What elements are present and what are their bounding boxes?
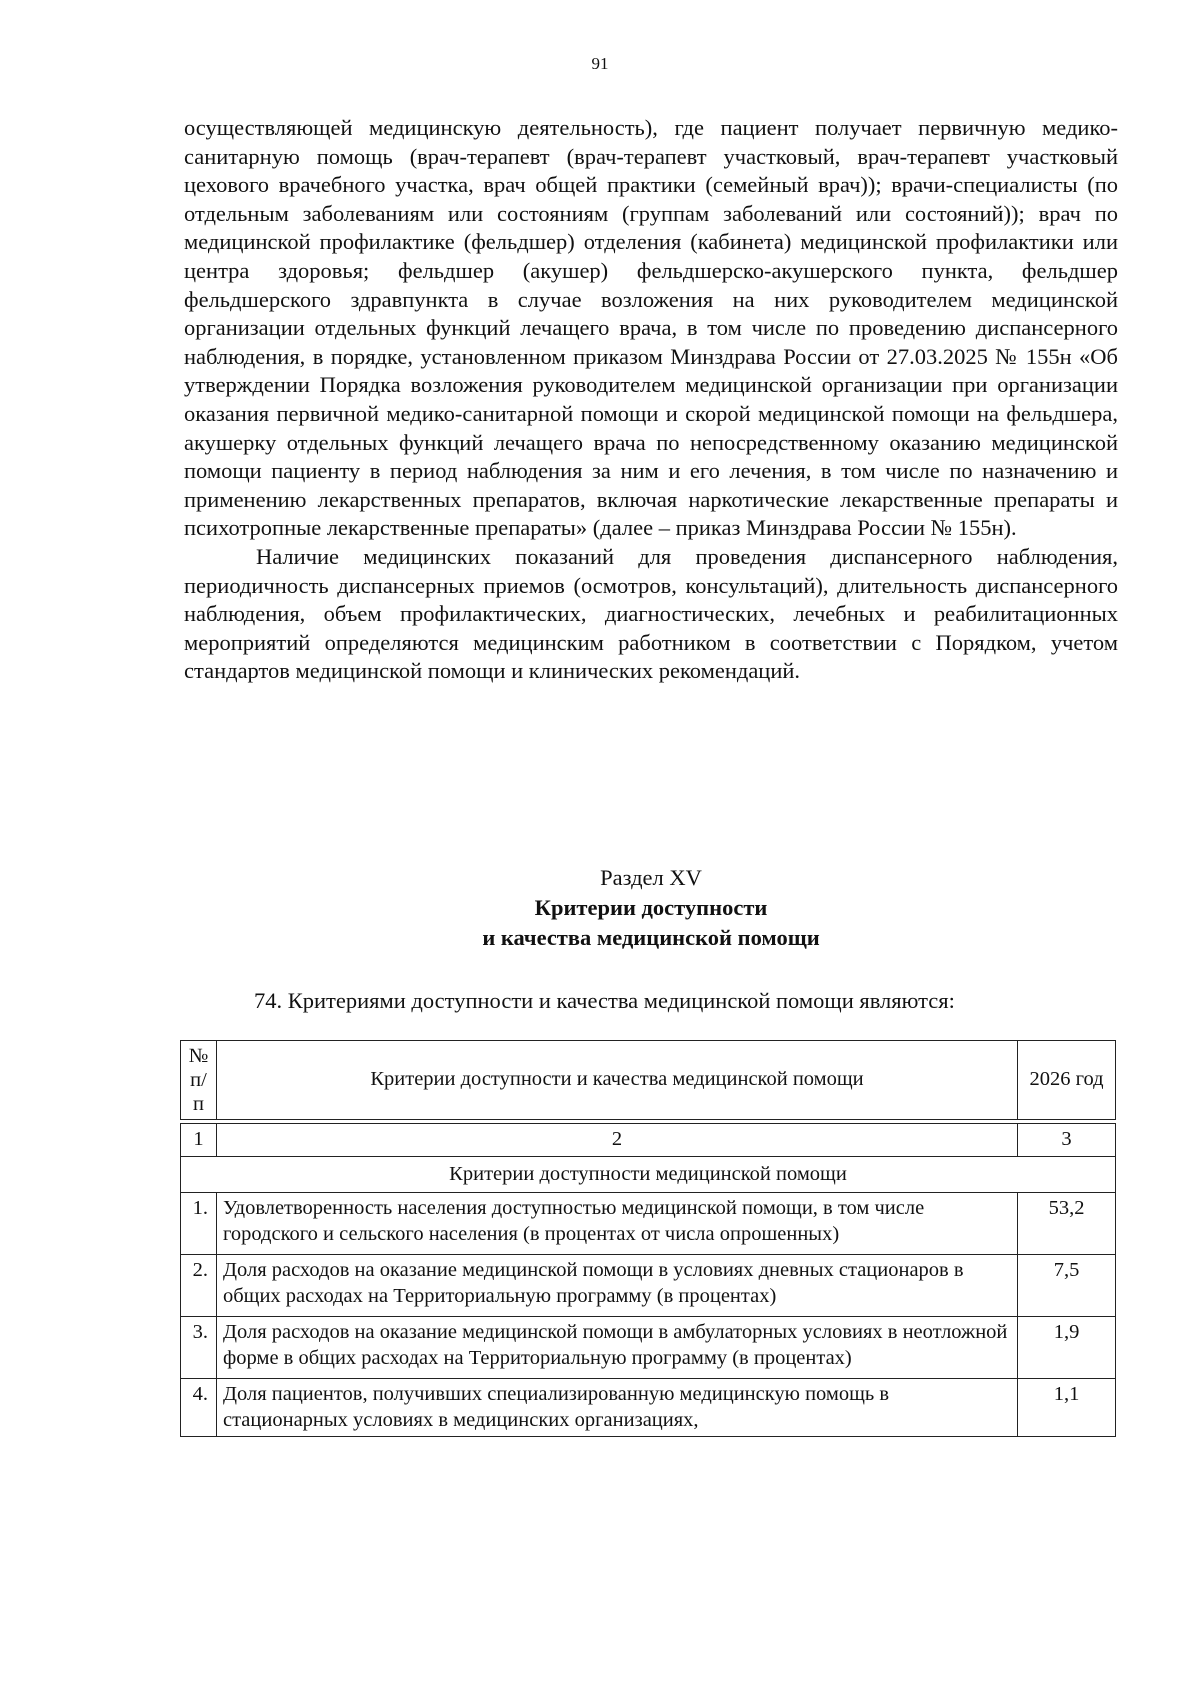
row-num: 3.	[181, 1317, 217, 1379]
row-value: 1,1	[1018, 1379, 1116, 1437]
section-heading	[184, 863, 1118, 953]
row-text: Удовлетворенность населения доступностью медицинской помощи, в том числе городского и сельского населения (в процентах от числа опрошенных)	[217, 1193, 1018, 1255]
section-label: Раздел XV	[600, 865, 702, 890]
row-text: Доля расходов на оказание медицинской помощи в амбулаторных условиях в неотложной форме в общих расходах на Территориальную программу (в процентах)	[217, 1317, 1018, 1379]
table-section-row	[181, 1156, 1116, 1193]
table-row	[181, 1379, 1116, 1437]
row-text: Доля расходов на оказание медицинской помощи в условиях дневных стационаров в общих расходах на Территориальную программу (в процентах)	[217, 1255, 1018, 1317]
section-title-line-1: Критерии доступности	[534, 895, 768, 920]
paragraph-2: Наличие медицинских показаний для проведения диспансерного наблюдения, периодичность диспансерных приемов (осмотров, консультаций), длительность диспансерного наблюдения, объем профилактических, диагностических, лечебных и реабилитационных мероприятий определяются медицинским работником в соответствии с Порядком, учетом стандартов медицинской помощи и клинических рекомендаций.	[184, 543, 1118, 684]
row-value: 7,5	[1018, 1255, 1116, 1317]
index-cell: 2	[217, 1124, 1018, 1157]
row-num: 2.	[181, 1255, 217, 1317]
table-row	[181, 1317, 1116, 1379]
intro-clause: 74. Критериями доступности и качества медицинской помощи являются:	[254, 988, 955, 1013]
section-row-label: Критерии доступности медицинской помощи	[181, 1156, 1116, 1193]
row-text: Доля пациентов, получивших специализированную медицинскую помощь в стационарных условиях в медицинских организациях,	[217, 1379, 1018, 1437]
paragraph-1: осуществляющей медицинскую деятельность), где пациент получает первичную медико-санитарную помощь (врач-терапевт (врач-терапевт участковый, врач-терапевт участковый цехового врачебного участка, врач общей практики (семейный врач)); врачи-специалисты (по отдельным заболеваниям или состояниям (группам заболеваний или состояний)); врач по медицинской профилактике (фельдшер) отделения (кабинета) медицинской профилактики или центра здоровья; фельдшер (акушер) фельдшерско-акушерского пункта, фельдшер фельдшерского здравпункта в случае возложения на них руководителем медицинской организации отдельных функций лечащего врача, в том числе по проведению диспансерного наблюдения, в порядке, установленном приказом Минздрава России от 27.03.2025 № 155н «Об утверждении Порядка возложения руководителем медицинской организации при организации оказания первичной медико-санитарной помощи и скорой медицинской помощи на фельдшера, акушерку отдельных функций лечащего врача по непосредственному оказанию медицинской помощи пациенту в период наблюдения за ним и его лечения, в том числе по назначению и применению лекарственных препаратов, включая наркотические лекарственные препараты и психотропные лекарственные препараты» (далее – приказ Минздрава России № 155н).	[184, 115, 1118, 541]
header-year: 2026 год	[1018, 1041, 1116, 1120]
table-index-row	[181, 1124, 1116, 1157]
header-num-line-1: №	[188, 1045, 209, 1067]
header-criteria: Критерии доступности и качества медицинской помощи	[217, 1041, 1018, 1120]
header-num	[181, 1041, 217, 1120]
page-number: 91	[591, 54, 609, 73]
row-value: 53,2	[1018, 1193, 1116, 1255]
row-value: 1,9	[1018, 1317, 1116, 1379]
table-header-row	[181, 1041, 1116, 1120]
index-cell: 1	[181, 1124, 217, 1157]
row-num: 4.	[181, 1379, 217, 1437]
row-num: 1.	[181, 1193, 217, 1255]
table-row	[181, 1255, 1116, 1317]
table-row	[181, 1193, 1116, 1255]
body-text	[184, 114, 1118, 686]
criteria-table	[180, 1040, 1116, 1437]
section-title-line-2: и качества медицинской помощи	[482, 925, 820, 950]
index-cell: 3	[1018, 1124, 1116, 1157]
header-num-line-2: п/п	[190, 1069, 207, 1115]
